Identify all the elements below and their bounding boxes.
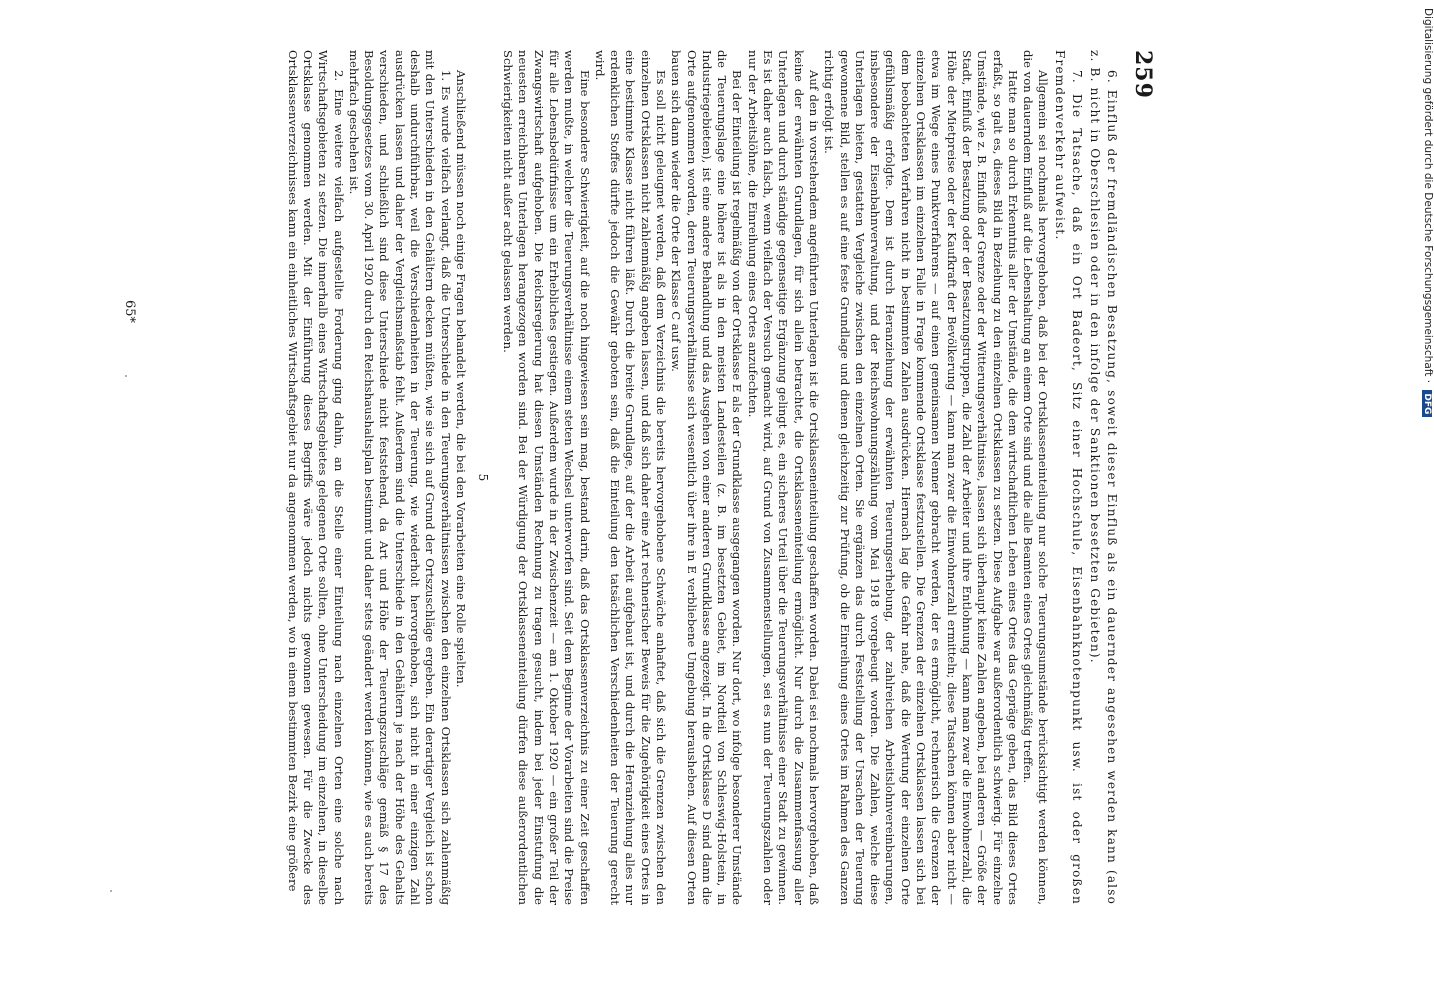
scanned-page xyxy=(40,0,1420,1000)
scan-speck xyxy=(110,890,112,892)
section-number: 5 xyxy=(475,473,490,482)
paragraph: 2. Eine weitere vielfach aufgestellte Forderung ging dahin, an die Stelle einer Einteilung nach einzelnen Orten eine solche nach Wirtschaftsgebieten zu setzen. Die innerhalb eines Wirtschaftsgebietes gelegenen Orte sollten, ohne Unterscheidung im einzelnen, in dieselbe Ortsklasse genommen werden. Mit der Einführung dieses Begriffs wäre jedoch nichts gewonnen gewesen. Für die Zwecke des Ortsklassenverzeichnisses kann ein einheitliches Wirtschaftsgebiet nur da angenommen werden, wo in einem bestimmten Bezirk eine größere xyxy=(285,50,346,905)
page-body xyxy=(180,50,1120,905)
paragraph: Bei der Einteilung ist regelmäßig von der Ortsklasse E als der Grundklasse ausgegangen worden. Nur dort, wo infolge besonderer Umstände die Teuerungslage eine höhere ist als in den meisten Landesteilen (z. B. im besetzten Gebiet, im Nordteil von Schleswig-Holstein, in Industriegebieten), ist eine andere Behandlung und das Ausgehen von einer anderen Grundklasse angezeigt. In die Ortsklasse D sind dann die Orte aufgenommen worden, deren Teuerungsverhältnisse sich wesentlich über ihre in E verbliebene Umgebung herausheben. Auf diesen Orten bauen sich dann wieder die Orte der Klasse C auf usw. xyxy=(669,50,745,905)
dfg-banner xyxy=(1418,8,1434,658)
page-number: 259 xyxy=(1130,50,1156,99)
paragraph: Eine besondere Schwierigkeit, auf die noch hingewiesen sein mag, bestand darin, daß das Ortsklassenverzeichnis zu einer Zeit geschaffen werden mußte, in welcher die Teuerungsverhältnisse einem steten Wechsel unterworfen sind. Seit dem Beginne der Vorarbeiten sind die Preise für alle Lebensbedürfnisse um ein Erhebliches gestiegen. Außerdem wurde in der Zwischenzeit — am 1. Oktober 1920 — ein großer Teil der Zwangswirtschaft aufgehoben. Die Reichsregierung hat diesen Umständen Rechnung zu tragen gesucht, indem bei jeder Einstufung die neuesten erreichbaren Unterlagen herangezogen worden sind. Bei der Würdigung der Ortsklasseneinteilung dürfen diese außerordentlichen Schwierigkeiten nicht außer acht gelassen werden. xyxy=(501,50,592,905)
scan-speck xyxy=(125,375,127,377)
paragraph-item-6: 6. Einfluß der fremdländischen Besatzung, soweit dieser Einfluß als ein dauernder angesehen werden kann (also z. B. nicht in Oberschlesien oder in den infolge der Sanktionen besetzten Gebieten). xyxy=(1087,50,1119,905)
paragraph: Auf den in vorstehendem angeführten Unterlagen ist die Ortsklasseneinteilung geschaffen worden. Dabei sei nochmals hervorgehoben, daß keine der erwähnten Grundlagen, für sich allein betrachtet, die Ortsklasseneinteilung ermöglicht. Nur durch die Zusammenfassung aller Unterlagen und durch ständige gegenseitige Ergänzung gelingt es, ein sicheres Urteil über die Teuerungsverhältnisse einer Stadt zu gewinnen. Es ist daher auch falsch, wenn vielfach der Versuch gemacht wird, auf Grund von Zusammenstellungen, sei es nun der Teuerungszahlen oder nur der Arbeitslöhne, die Einreihung eines Ortes anzufechten. xyxy=(745,50,821,905)
dfg-logo[interactable]: DFG xyxy=(1422,390,1432,417)
paragraph: 1. Es wurde vielfach verlangt, daß die Unterschiede in den Teuerungsverhältnissen zwischen den einzelnen Ortsklassen sich zahlenmäßig mit den Unterschieden in den Gehältern decken müßten, wie sie sich auf Grund der Ortszuschläge ergeben. Ein derartiger Vergleich ist schon deshalb undurchführbar, weil die Verschiedenheiten in der Teuerung, wie wiederholt hervorgehoben, sich nicht in einer einzigen Zahl ausdrücken lassen und daher der Vergleichsmaßstab fehlt. Außerdem sind die Unterschiede in den Gehältern je nach der Höhe des Gehalts verschieden, und schließlich sind diese Unterschiede nicht feststehend, da Art und Höhe der Teuerungszuschläge gemäß § 17 des Besoldungsgesetzes vom 30. April 1920 durch den Reichshaushaltsplan bestimmt und daher stets geändert werden können, wie es auch bereits mehrfach geschehen ist. xyxy=(346,50,453,905)
paragraph: Hatte man so durch Erkenntnis aller der Umstände, die dem wirtschaftlichen Leben eines Ortes das Gepräge geben, das Bild dieses Ortes erfaßt, so galt es, dieses Bild in Beziehung zu den einzelnen Ortsklassen zu setzen. Diese Aufgabe war außerordentlich schwierig. Für einzelne Umstände, wie z. B. Einfluß der Grenze oder der Witterungsverhältnisse, lassen sich überhaupt keine Zahlen angeben, bei anderen — Größe der Stadt, Einfluß der Besatzung oder der Besatzungstruppen, die Zahl der Arbeiter und ihre Entlohnung — kann man zwar die Einwohnerzahl, die Höhe der Mietpreise oder der Kaufkraft der Bevölkerung — kann man zwar die Einwohnerzahl ermitteln; diese Tatsachen können aber nicht — etwa im Wege eines Punktverfahrens — auf einen gemeinsamen Nenner gebracht werden, der es ermöglicht, rechnerisch die Grenzen der einzelnen Ortsklassen im einzelnen Falle in Frage kommende Ortsklasse festzustellen. Die Grenzen der einzelnen Ortsklassen lassen sich bei dem beobachteten Verfahren nicht in bestimmten Zahlen ausdrücken. Hiernach lag die Gefahr nahe, daß die Wertung der einzelnen Orte gefühlsmäßig erfolgte. Dem ist durch Heranziehung der erwähnten Teuerungserhebung, der zahlreichen Arbeitslohnvereinbarungen, insbesondere der Eisenbahnverwaltung, und der Reichswohnungszählung vom Mai 1918 vorgebeugt worden. Die Zahlen, welche diese Unterlagen bieten, gestatten Vergleiche zwischen den einzelnen Orten. Sie ergänzen das durch Feststellung der Ursachen der Teuerung gewonnene Bild, stellen es auf eine feste Grundlage und dienen gleichzeitig zur Prüfung, ob die Einreihung eines Ortes im Rahmen des Ganzen richtig erfolgt ist. xyxy=(822,50,1020,905)
dfg-banner-text: Digitalisierung gefördert durch die Deutsche Forschungsgemeinschaft · xyxy=(1422,8,1434,384)
paragraph: Anschließend müssen noch einige Fragen behandelt werden, die bei den Vorarbeiten eine Rolle spielten. xyxy=(453,70,468,688)
rotated-page-content xyxy=(122,50,1156,905)
paragraph: Allgemein sei nochmals hervorgehoben, daß bei der Ortsklasseneinteilung nur solche Teuerungsumstände berücksichtigt werden können, die von dauerndem Einfluß auf die Lebenshaltung an einem Orte sind und die alle Beamten eines Ortes gleichmäßig treffen. xyxy=(1021,50,1051,905)
paragraph-item-7: 7. Die Tatsache, daß ein Ort Badeort, Sitz einer Hochschule, Eisenbahnknotenpunkt usw. ist oder großen Fremdenverkehr aufweist. xyxy=(1052,50,1085,905)
signature-mark: 65* xyxy=(122,300,137,324)
paragraph: Es soll nicht geleugnet werden, daß dem Verzeichnis die bereits hervorgehobene Schwäche anhaftet, daß sich die Grenzen zwischen den einzelnen Ortsklassen nicht zahlenmäßig angeben lassen, und daß sich daher eine Art rechnerischer Beweis für die Zugehörigkeit eines Ortes in eine bestimmte Klasse nicht führen läßt. Durch die breite Grundlage, auf der die Arbeit aufgebaut ist, und durch die Heranziehung alles nur erdenklichen Stoffes dürfte jedoch die Gewähr geboten sein, daß die Einteilung den tatsächlichen Verschiedenheiten der Teuerung gerecht wird. xyxy=(592,50,669,905)
